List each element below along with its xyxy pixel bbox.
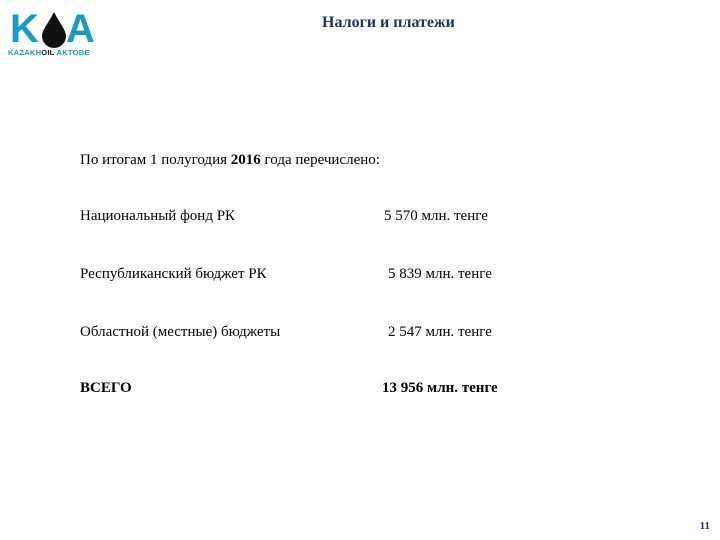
logo-text-aktobe: AKTOBE — [56, 48, 90, 57]
oil-drop-icon — [42, 12, 66, 48]
row-value-regional-budgets: 2 547 млн. тенге — [388, 324, 492, 340]
row-label-republican-budget: Республиканский бюджет РК — [80, 266, 267, 282]
logo-wordmark — [8, 48, 112, 60]
page-title: Налоги и платежи — [322, 14, 455, 31]
logo-letter-a: A — [66, 8, 95, 48]
row-value-national-fund: 5 570 млн. тенге — [384, 208, 488, 224]
row-value-republican-budget: 5 839 млн. тенге — [388, 266, 492, 282]
row-value-total: 13 956 млн. тенге — [382, 380, 498, 396]
intro-suffix: года перечислено: — [260, 152, 380, 168]
logo-mark — [8, 8, 104, 48]
company-logo — [8, 8, 104, 56]
row-label-national-fund: Национальный фонд РК — [80, 208, 236, 224]
page-number: 11 — [699, 520, 710, 532]
logo-text-oil: OIL — [41, 48, 55, 57]
intro-prefix: По итогам 1 полугодия — [80, 152, 231, 168]
row-label-regional-budgets: Областной (местные) бюджеты — [80, 324, 281, 340]
intro-text — [80, 152, 380, 169]
intro-year: 2016 — [230, 152, 261, 168]
logo-text-kazakh: KAZAKH — [8, 48, 42, 57]
row-label-total: ВСЕГО — [80, 380, 132, 396]
logo-letter-k: K — [10, 8, 39, 48]
